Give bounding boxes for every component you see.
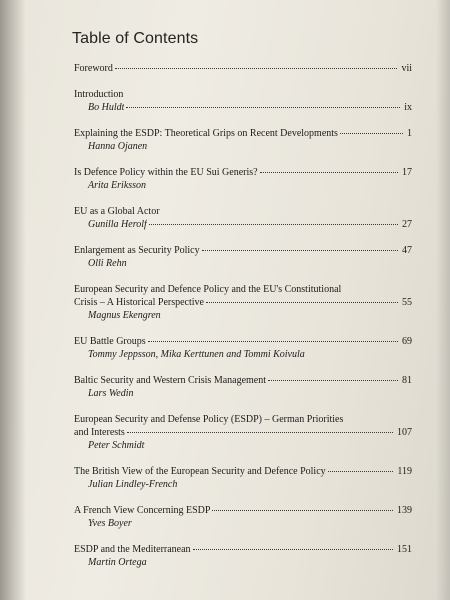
entry-author: Lars Wedin [88,388,134,399]
dot-leader [202,250,398,251]
table-of-contents [60,30,412,569]
entry-author: Tommy Jeppsson, Mika Kerttunen and Tommi Koivula [88,349,305,360]
entry-title: Enlargement as Security Policy [74,245,200,256]
entry-page: ix [404,102,412,113]
entry-page: 69 [402,336,412,347]
entry-title: Foreword [74,63,113,74]
dot-leader [193,549,393,550]
toc-entry-french-view [74,504,412,530]
entry-title: Introduction [74,89,124,100]
dot-leader [115,68,398,69]
page-edge-shadow [436,0,450,600]
dot-leader [268,380,398,381]
entry-page: 119 [397,466,412,477]
dot-leader [149,224,398,225]
entry-title-line-1: European Security and Defence Policy and the EU's Constitutional [74,284,342,295]
entry-author: Gunilla Herolf [88,219,147,230]
entry-page: 1 [407,128,412,139]
dot-leader [127,432,393,433]
entry-page: 107 [397,427,412,438]
binding-shadow [0,0,26,600]
dot-leader [260,172,398,173]
dot-leader [206,302,398,303]
dot-leader [126,107,400,108]
toc-entry-introduction [74,88,412,114]
entry-title: Is Defence Policy within the EU Sui Generis? [74,167,258,178]
entry-title: EU Battle Groups [74,336,146,347]
dot-leader [328,471,394,472]
entry-author: Peter Schmidt [88,440,145,451]
entry-page: 151 [397,544,412,555]
entry-title: Explaining the ESDP: Theoretical Grips on Recent Developments [74,128,338,139]
entry-page: 47 [402,245,412,256]
entry-page: vii [401,63,412,74]
entry-page: 81 [402,375,412,386]
toc-entry-explaining-esdp [74,127,412,153]
entry-page: 55 [402,297,412,308]
entry-title-line-1: European Security and Defense Policy (ESDP) – German Priorities [74,414,344,425]
entry-author: Yves Boyer [88,518,132,529]
page-title: Table of Contents [72,30,199,47]
entry-page: 17 [402,167,412,178]
toc-entry-constitutional-crisis [74,283,412,322]
entry-author: Julian Lindley-French [88,479,178,490]
entry-title-line-2: and Interests [74,427,125,438]
entry-page: 27 [402,219,412,230]
entry-author: Bo Huldt [88,102,125,113]
toc-entry-battle-groups [74,335,412,361]
dot-leader [148,341,398,342]
entry-author: Olli Rehn [88,258,127,269]
toc-entry-global-actor [74,205,412,231]
entry-title: ESDP and the Mediterranean [74,544,191,555]
dot-leader [340,133,403,134]
toc-entry-mediterranean [74,543,412,569]
toc-entry-enlargement [74,244,412,270]
entry-author: Hanna Ojanen [88,141,148,152]
entry-author: Arita Eriksson [88,180,147,191]
entry-title: The British View of the European Security and Defence Policy [74,466,326,477]
toc-entry-german-priorities [74,413,412,452]
entry-author: Magnus Ekengren [88,310,161,321]
entry-title-line-2: Crisis – A Historical Perspective [74,297,204,308]
entry-title: A French View Concerning ESDP [74,505,211,516]
toc-entry-foreword [74,62,412,75]
toc-entry-sui-generis [74,166,412,192]
entry-author: Martin Ortega [88,557,147,568]
dot-leader [212,510,393,511]
toc-entry-british-view [74,465,412,491]
toc-entry-baltic-security [74,374,412,400]
entry-title: Baltic Security and Western Crisis Management [74,375,267,386]
entry-page: 139 [397,505,412,516]
entry-title: EU as a Global Actor [74,206,160,217]
